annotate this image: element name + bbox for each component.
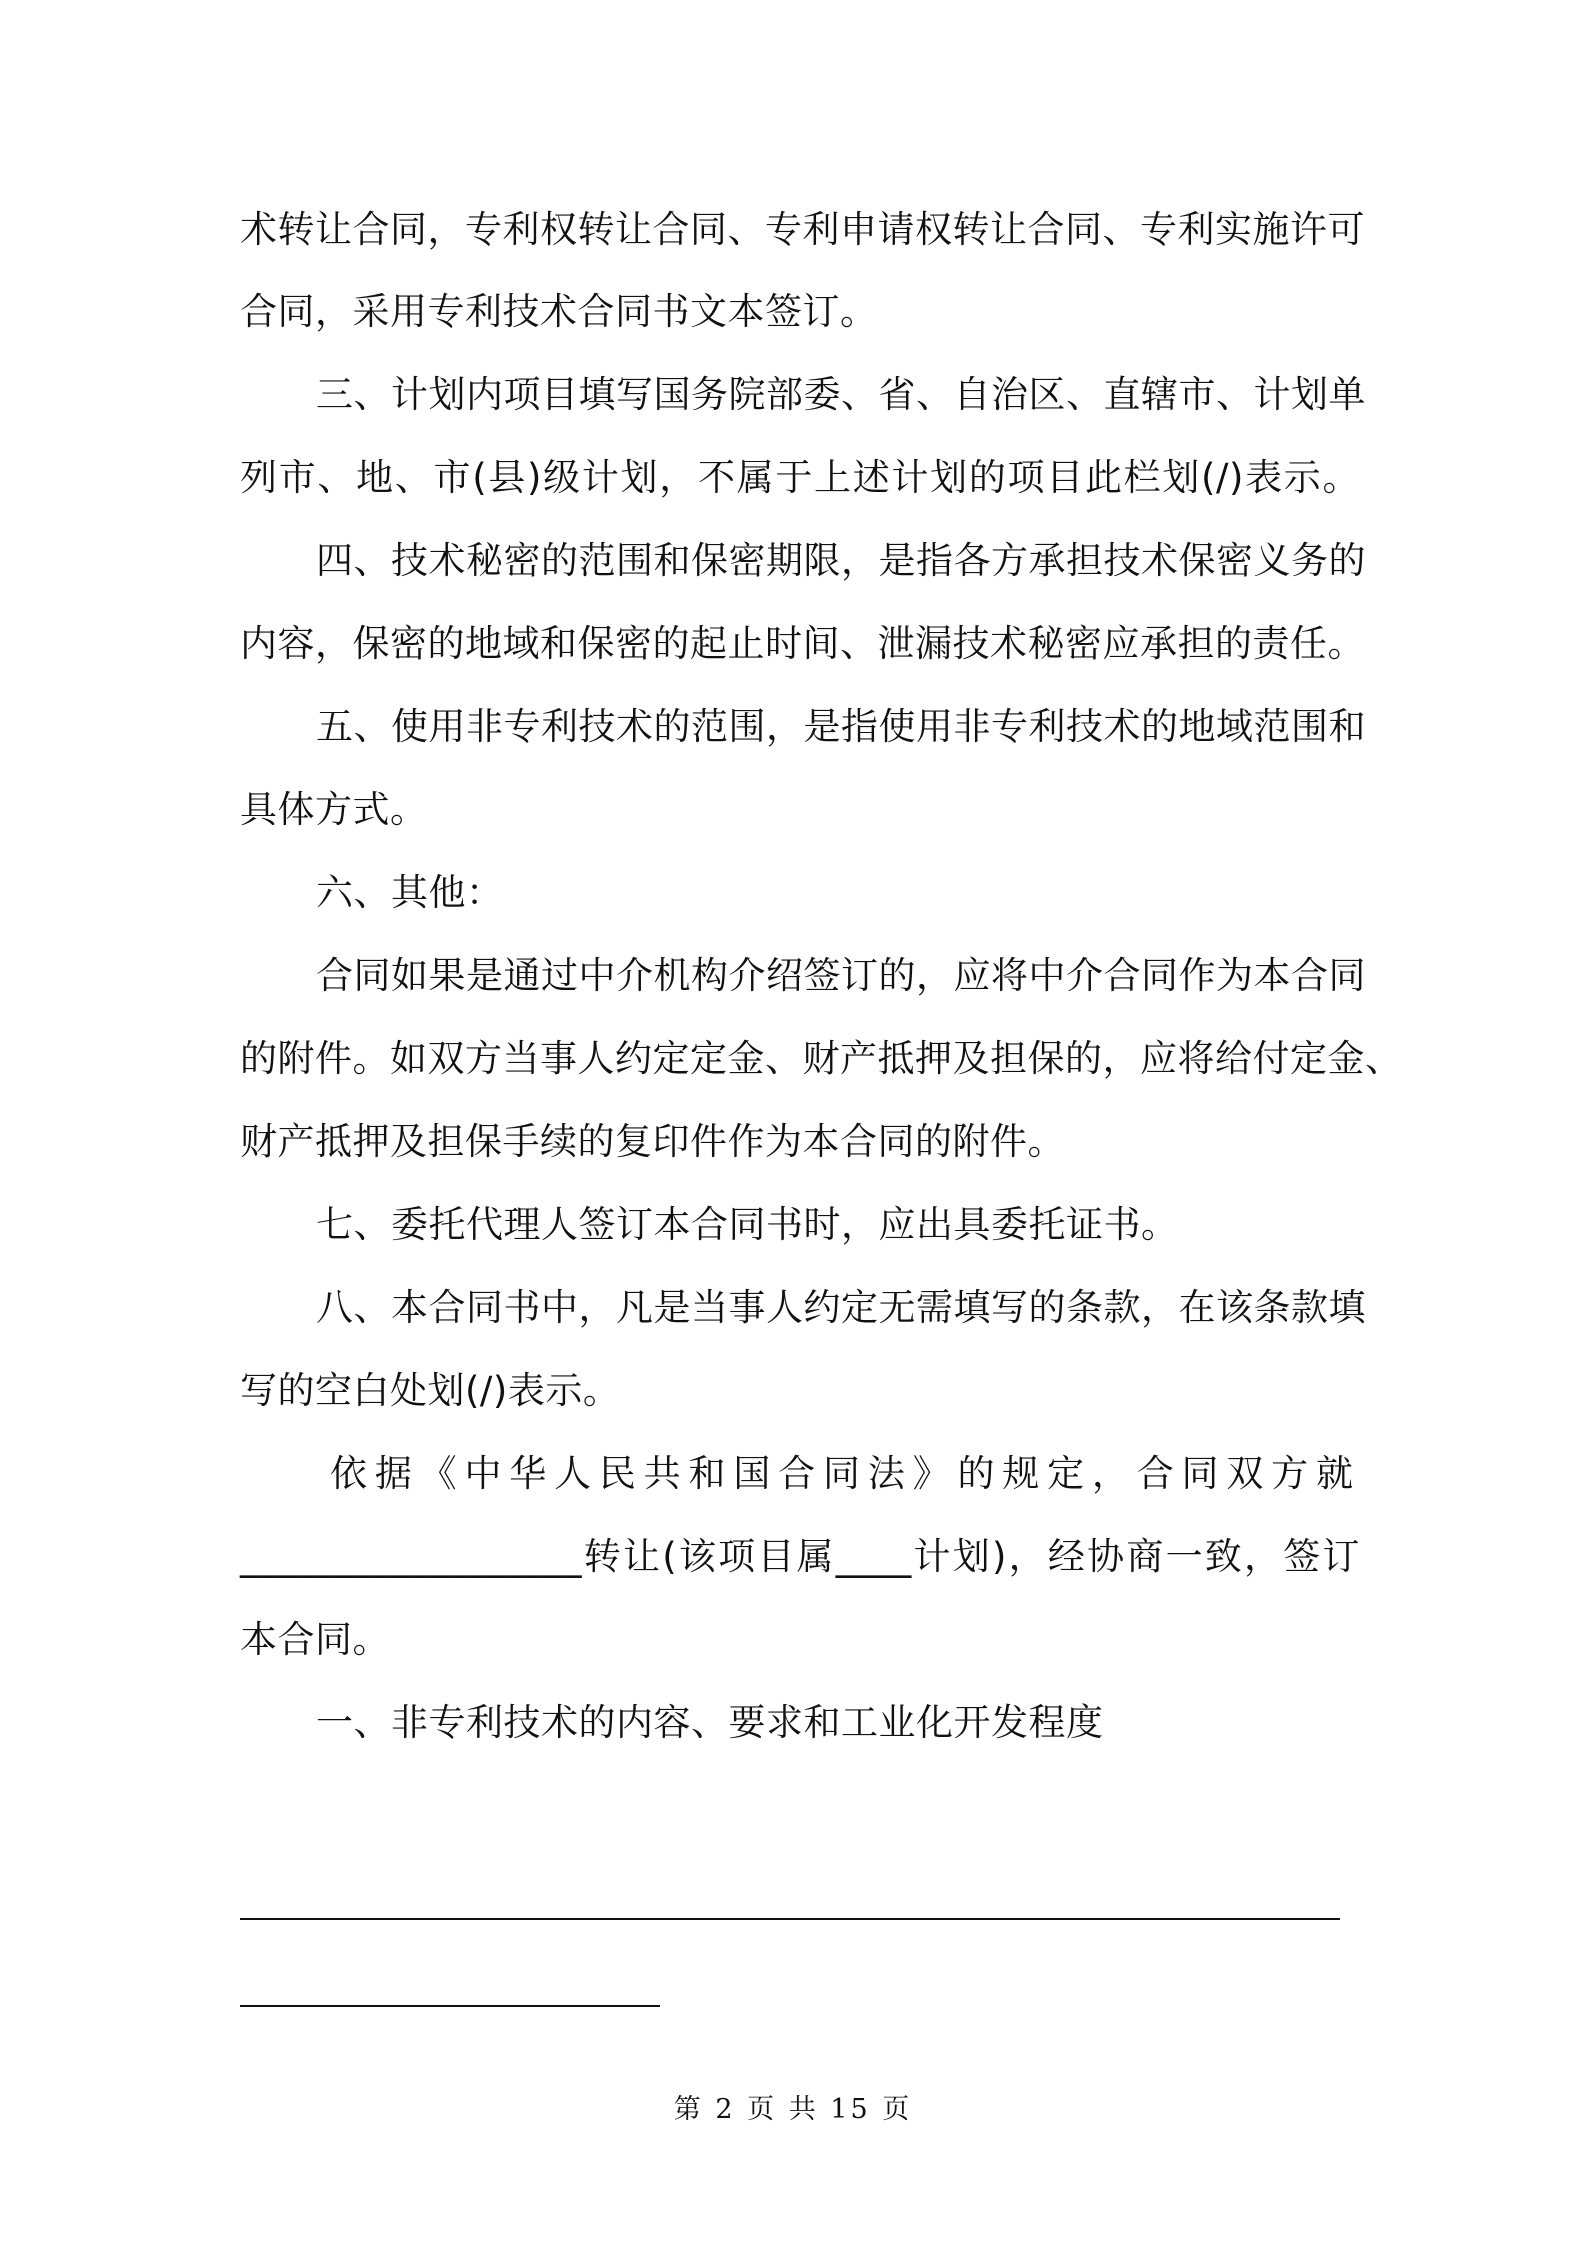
text-line-17: __________________转让(该项目属____计划)，经协商一致，签订 bbox=[240, 1535, 1360, 1578]
text-line-12: 财产抵押及担保手续的复印件作为本合同的附件。 bbox=[240, 1120, 1065, 1163]
text-line-2: 合同，采用专利技术合同书文本签订。 bbox=[240, 290, 878, 333]
text-line-18: 本合同。 bbox=[240, 1618, 390, 1661]
text-line-6: 内容，保密的地域和保密的起止时间、泄漏技术秘密应承担的责任。 bbox=[240, 622, 1365, 665]
text-line-1: 术转让合同，专利权转让合同、专利申请权转让合同、专利实施许可 bbox=[240, 208, 1365, 251]
text-line-5: 四、技术秘密的范围和保密期限，是指各方承担技术保密义务的 bbox=[316, 539, 1366, 582]
blank-fill-line-2 bbox=[240, 1955, 660, 2007]
text-line-9: 六、其他： bbox=[316, 871, 504, 914]
text-line-3: 三、计划内项目填写国务院部委、省、自治区、直辖市、计划单 bbox=[316, 373, 1366, 416]
text-line-15: 写的空白处划(/)表示。 bbox=[240, 1369, 621, 1412]
text-line-7: 五、使用非专利技术的范围，是指使用非专利技术的地域范围和 bbox=[316, 705, 1366, 748]
text-line-11: 的附件。如双方当事人约定定金、财产抵押及担保的，应将给付定金、 bbox=[240, 1037, 1403, 1080]
page-number: 第 2 页 共 15 页 bbox=[673, 2094, 913, 2125]
text-line-14: 八、本合同书中，凡是当事人约定无需填写的条款，在该条款填 bbox=[316, 1286, 1366, 1329]
section-heading: 一、非专利技术的内容、要求和工业化开发程度 bbox=[316, 1701, 1104, 1744]
text-line-4: 列市、地、市(县)级计划，不属于上述计划的项目此栏划(/)表示。 bbox=[240, 456, 1360, 499]
text-line-10: 合同如果是通过中介机构介绍签订的，应将中介合同作为本合同 bbox=[316, 954, 1366, 997]
text-line-16: 依据《中华人民共和国合同法》的规定，合同双方就 bbox=[330, 1452, 1360, 1495]
text-line-8: 具体方式。 bbox=[240, 788, 428, 831]
text-line-13: 七、委托代理人签订本合同书时，应出具委托证书。 bbox=[316, 1203, 1179, 1246]
blank-fill-line-1 bbox=[240, 1868, 1340, 1920]
